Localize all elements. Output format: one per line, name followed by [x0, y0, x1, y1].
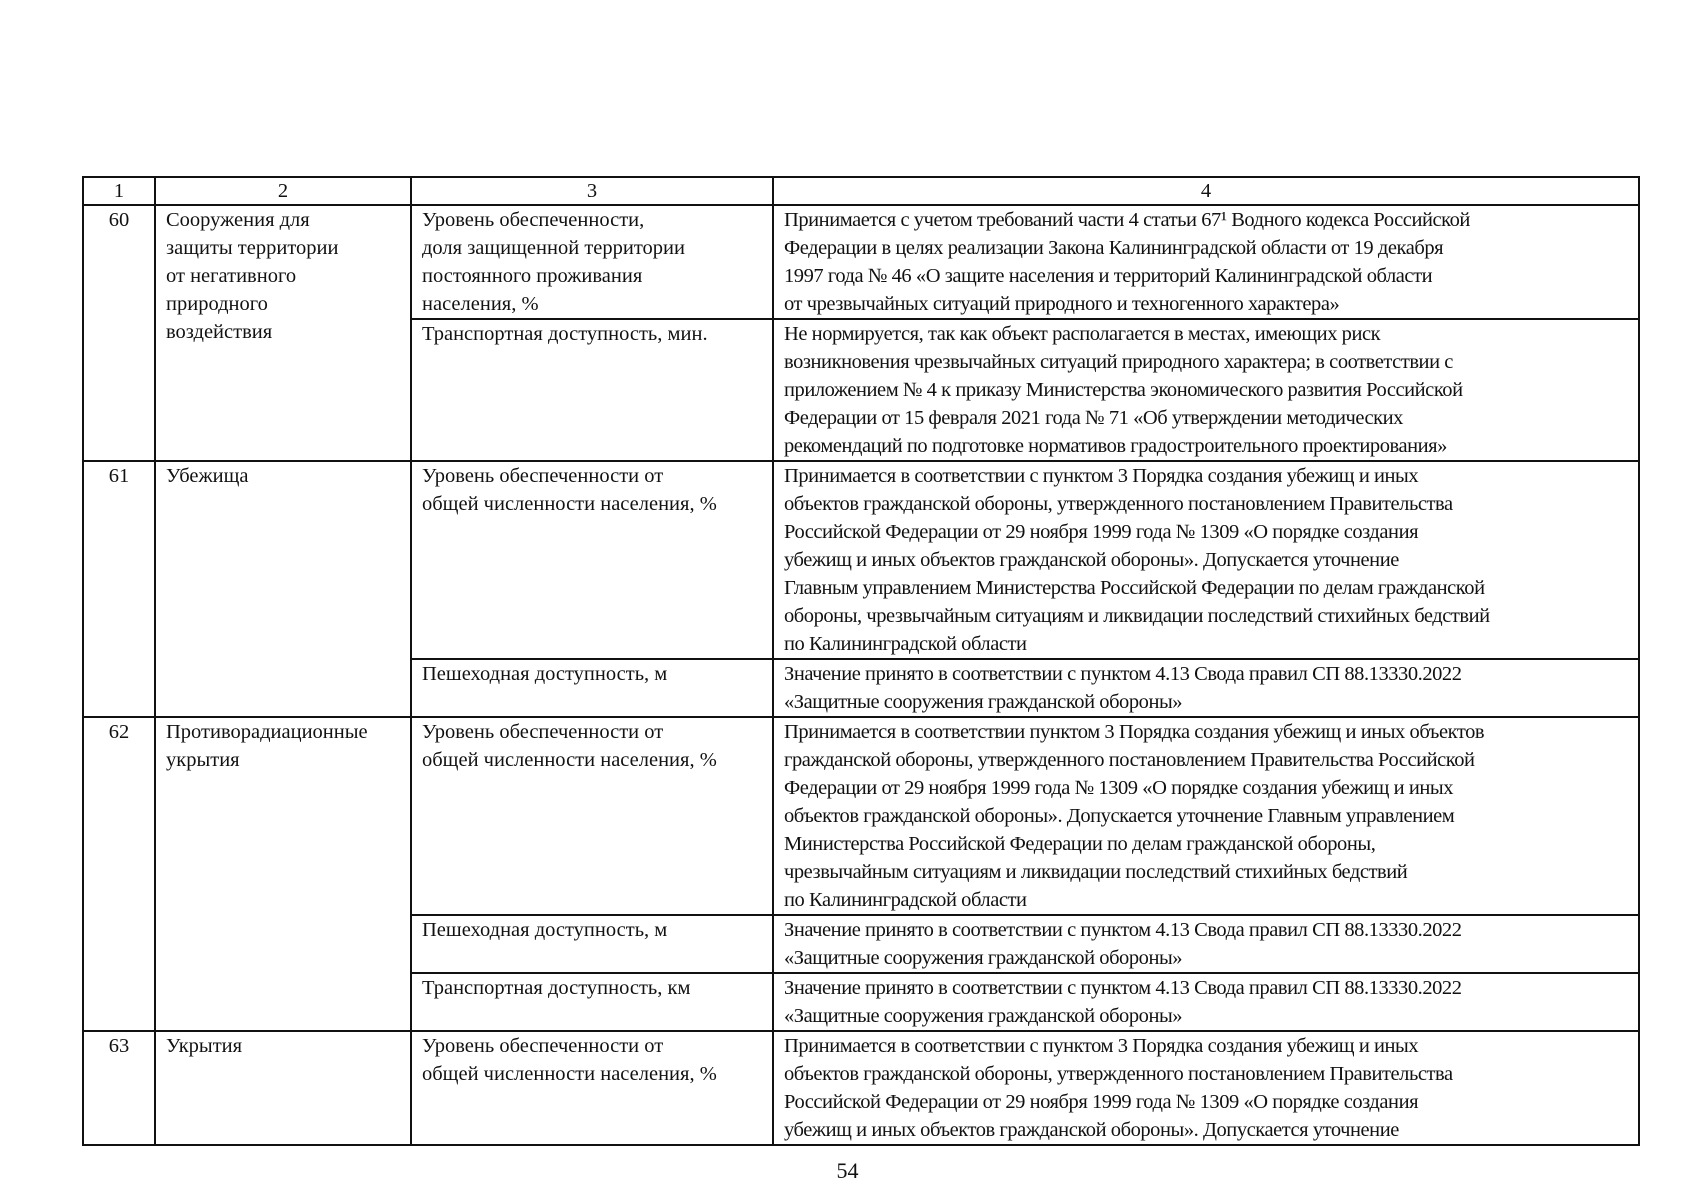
object-name: Сооружения для защиты территории от негативного природного воздействия [155, 205, 411, 461]
indicator-name: Пешеходная доступность, м [411, 659, 773, 717]
header-cell-1: 1 [83, 177, 155, 205]
object-name: Убежища [155, 461, 411, 717]
indicator-note: Значение принято в соответствии с пунктом 4.13 Свода правил СП 88.13330.2022 «Защитные сооружения гражданской обороны» [773, 915, 1639, 973]
indicator-name: Уровень обеспеченности от общей численности населения, % [411, 1031, 773, 1145]
indicator-note: Принимается в соответствии пунктом 3 Порядка создания убежищ и иных объектов гражданской обороны, утвержденного постановлением Правительства Российской Федерации от 29 ноября 1999 года № 1309 «О порядке создания убежищ и иных объектов гражданской обороны». Допускается уточнение Главным управлением Министерства Российской Федерации по делам гражданской обороны, чрезвычайным ситуациям и ликвидации последствий стихийных бедствий по Калининградской области [773, 717, 1639, 915]
indicator-name: Транспортная доступность, мин. [411, 319, 773, 461]
table-row [83, 717, 1639, 915]
indicator-name: Транспортная доступность, км [411, 973, 773, 1031]
indicator-name: Уровень обеспеченности от общей численности населения, % [411, 717, 773, 915]
indicator-name: Уровень обеспеченности, доля защищенной территории постоянного проживания населения, % [411, 205, 773, 319]
header-cell-3: 3 [411, 177, 773, 205]
indicator-name: Уровень обеспеченности от общей численности населения, % [411, 461, 773, 659]
object-name: Противорадиационные укрытия [155, 717, 411, 1031]
indicator-note: Значение принято в соответствии с пунктом 4.13 Свода правил СП 88.13330.2022 «Защитные сооружения гражданской обороны» [773, 659, 1639, 717]
table-row [83, 1031, 1639, 1145]
row-number: 63 [83, 1031, 155, 1145]
row-number: 60 [83, 205, 155, 461]
indicator-note: Принимается в соответствии с пунктом 3 Порядка создания убежищ и иных объектов гражданской обороны, утвержденного постановлением Правительства Российской Федерации от 29 ноября 1999 года № 1309 «О порядке создания убежищ и иных объектов гражданской обороны». Допускается уточнение Главным управлением Министерства Российской Федерации по делам гражданской обороны, чрезвычайным ситуациям и ликвидации последствий стихийных бедствий по Калининградской области [773, 461, 1639, 659]
indicator-note: Принимается с учетом требований части 4 статьи 67¹ Водного кодекса Российской Федерации в целях реализации Закона Калининградской области от 19 декабря 1997 года № 46 «О защите населения и территорий Калининградской области от чрезвычайных ситуаций природного и техногенного характера» [773, 205, 1639, 319]
row-number: 61 [83, 461, 155, 717]
header-cell-2: 2 [155, 177, 411, 205]
header-cell-4: 4 [773, 177, 1639, 205]
page-number: 54 [836, 1158, 859, 1183]
header-row [83, 177, 1639, 205]
object-name: Укрытия [155, 1031, 411, 1145]
indicator-name: Пешеходная доступность, м [411, 915, 773, 973]
indicator-note: Принимается в соответствии с пунктом 3 Порядка создания убежищ и иных объектов гражданской обороны, утвержденного постановлением Правительства Российской Федерации от 29 ноября 1999 года № 1309 «О порядке создания убежищ и иных объектов гражданской обороны». Допускается уточнение [773, 1031, 1639, 1145]
table-row [83, 461, 1639, 659]
indicator-note: Значение принято в соответствии с пунктом 4.13 Свода правил СП 88.13330.2022 «Защитные сооружения гражданской обороны» [773, 973, 1639, 1031]
indicator-note: Не нормируется, так как объект располагается в местах, имеющих риск возникновения чрезвычайных ситуаций природного характера; в соответствии с приложением № 4 к приказу Министерства экономического развития Российской Федерации от 15 февраля 2021 года № 71 «Об утверждении методических рекомендаций по подготовке нормативов градостроительного проектирования» [773, 319, 1639, 461]
row-number: 62 [83, 717, 155, 1031]
norms-table [82, 176, 1640, 1146]
table-row [83, 205, 1639, 319]
